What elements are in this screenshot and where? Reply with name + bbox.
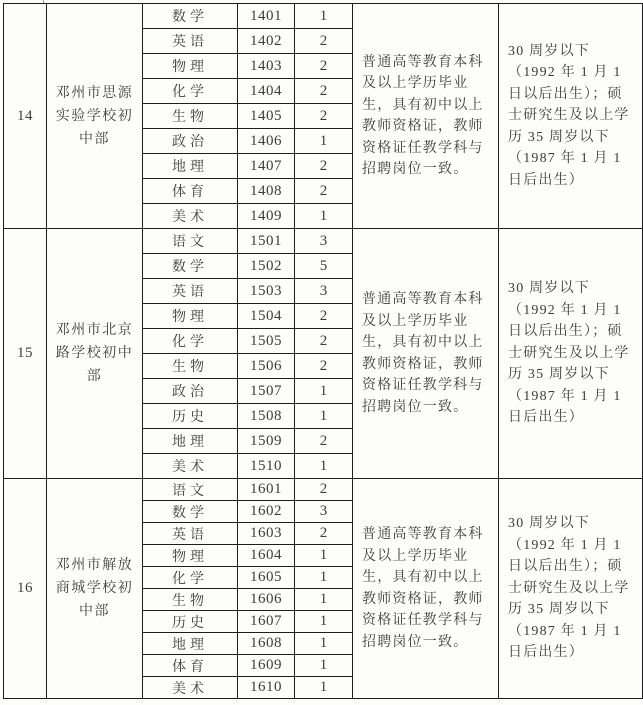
cell-subject: 物理 (143, 545, 238, 567)
cell-count: 1 (295, 677, 353, 699)
cell-code: 1403 (238, 54, 295, 79)
cell-code: 1608 (238, 633, 295, 655)
cell-code: 1610 (238, 677, 295, 699)
cell-age: 30 周岁以下（1992 年 1 月 1 日以后出生）；硕士研究生及以上学历 35 周岁以下（1987 年 1 月 1 日后出生） (499, 479, 643, 699)
cell-subject: 语文 (143, 229, 238, 254)
table-body (4, 4, 643, 699)
cell-subject: 历史 (143, 404, 238, 429)
cell-subject: 物理 (143, 304, 238, 329)
cell-code: 1504 (238, 304, 295, 329)
cell-subject: 英语 (143, 29, 238, 54)
cell-count: 2 (295, 179, 353, 204)
cell-code: 1502 (238, 254, 295, 279)
cell-requirement: 普通高等教育本科及以上学历毕业生，具有初中以上教师资格证，教师资格证任教学科与招聘岗位一致。 (353, 479, 499, 699)
cell-subject: 数学 (143, 4, 238, 29)
cell-count: 5 (295, 254, 353, 279)
cell-code: 1506 (238, 354, 295, 379)
cell-school-name: 邓州市思源实验学校初中部 (47, 4, 143, 229)
cell-count: 2 (295, 523, 353, 545)
cell-count: 2 (295, 154, 353, 179)
cell-subject: 政治 (143, 379, 238, 404)
cell-code: 1505 (238, 329, 295, 354)
cell-code: 1601 (238, 479, 295, 501)
cell-row-number: 16 (4, 479, 47, 699)
cell-code: 1609 (238, 655, 295, 677)
cell-subject: 体育 (143, 655, 238, 677)
cell-count: 1 (295, 204, 353, 229)
cell-requirement: 普通高等教育本科及以上学历毕业生，具有初中以上教师资格证，教师资格证任教学科与招聘岗位一致。 (353, 229, 499, 479)
table-row (4, 229, 643, 254)
cell-age: 30 周岁以下（1992 年 1 月 1 日以后出生）；硕士研究生及以上学历 35 周岁以下（1987 年 1 月 1 日后出生） (499, 4, 643, 229)
cell-count: 2 (295, 304, 353, 329)
table-row (4, 479, 643, 501)
cell-subject: 英语 (143, 279, 238, 304)
cell-count: 1 (295, 545, 353, 567)
cell-subject: 生物 (143, 589, 238, 611)
cell-requirement: 普通高等教育本科及以上学历毕业生，具有初中以上教师资格证，教师资格证任教学科与招聘岗位一致。 (353, 4, 499, 229)
cell-subject: 化学 (143, 329, 238, 354)
cell-code: 1405 (238, 104, 295, 129)
cell-subject: 美术 (143, 454, 238, 479)
cell-subject: 地理 (143, 633, 238, 655)
cell-school-name: 邓州市北京路学校初中部 (47, 229, 143, 479)
cell-count: 1 (295, 404, 353, 429)
cell-subject: 历史 (143, 611, 238, 633)
cell-subject: 政治 (143, 129, 238, 154)
cell-code: 1602 (238, 501, 295, 523)
cell-count: 2 (295, 104, 353, 129)
cell-count: 1 (295, 611, 353, 633)
cell-count: 2 (295, 479, 353, 501)
cell-subject: 美术 (143, 677, 238, 699)
cell-subject: 语文 (143, 479, 238, 501)
cell-code: 1407 (238, 154, 295, 179)
cell-count: 1 (295, 589, 353, 611)
cell-count: 2 (295, 354, 353, 379)
cell-code: 1510 (238, 454, 295, 479)
cell-code: 1606 (238, 589, 295, 611)
cell-subject: 化学 (143, 567, 238, 589)
cell-code: 1406 (238, 129, 295, 154)
cell-code: 1605 (238, 567, 295, 589)
cell-age: 30 周岁以下（1992 年 1 月 1 日以后出生）；硕士研究生及以上学历 35 周岁以下（1987 年 1 月 1 日后出生） (499, 229, 643, 479)
cell-count: 1 (295, 129, 353, 154)
cell-school-name: 邓州市解放商城学校初中部 (47, 479, 143, 699)
cell-subject: 英语 (143, 523, 238, 545)
cell-subject: 地理 (143, 154, 238, 179)
cell-subject: 美术 (143, 204, 238, 229)
table-row (4, 4, 643, 29)
cell-subject: 数学 (143, 254, 238, 279)
cell-code: 1404 (238, 79, 295, 104)
cell-count: 1 (295, 567, 353, 589)
cell-subject: 体育 (143, 179, 238, 204)
cell-count: 3 (295, 501, 353, 523)
cell-count: 1 (295, 454, 353, 479)
cell-code: 1409 (238, 204, 295, 229)
cell-count: 1 (295, 379, 353, 404)
cell-code: 1509 (238, 429, 295, 454)
cell-count: 2 (295, 79, 353, 104)
cell-subject: 地理 (143, 429, 238, 454)
cell-code: 1507 (238, 379, 295, 404)
cell-count: 3 (295, 229, 353, 254)
recruitment-table (3, 3, 643, 699)
cell-code: 1508 (238, 404, 295, 429)
cell-code: 1401 (238, 4, 295, 29)
cell-code: 1604 (238, 545, 295, 567)
cell-subject: 物理 (143, 54, 238, 79)
cell-subject: 生物 (143, 354, 238, 379)
cell-count: 2 (295, 429, 353, 454)
cell-code: 1603 (238, 523, 295, 545)
cell-count: 3 (295, 279, 353, 304)
cell-count: 1 (295, 4, 353, 29)
cell-subject: 化学 (143, 79, 238, 104)
cell-code: 1607 (238, 611, 295, 633)
cell-count: 2 (295, 29, 353, 54)
cell-count: 1 (295, 655, 353, 677)
cell-count: 1 (295, 633, 353, 655)
cell-count: 2 (295, 54, 353, 79)
cell-code: 1402 (238, 29, 295, 54)
cell-code: 1501 (238, 229, 295, 254)
cell-row-number: 15 (4, 229, 47, 479)
cell-code: 1408 (238, 179, 295, 204)
cell-row-number: 14 (4, 4, 47, 229)
cell-count: 2 (295, 329, 353, 354)
cell-code: 1503 (238, 279, 295, 304)
cell-subject: 生物 (143, 104, 238, 129)
cell-subject: 数学 (143, 501, 238, 523)
